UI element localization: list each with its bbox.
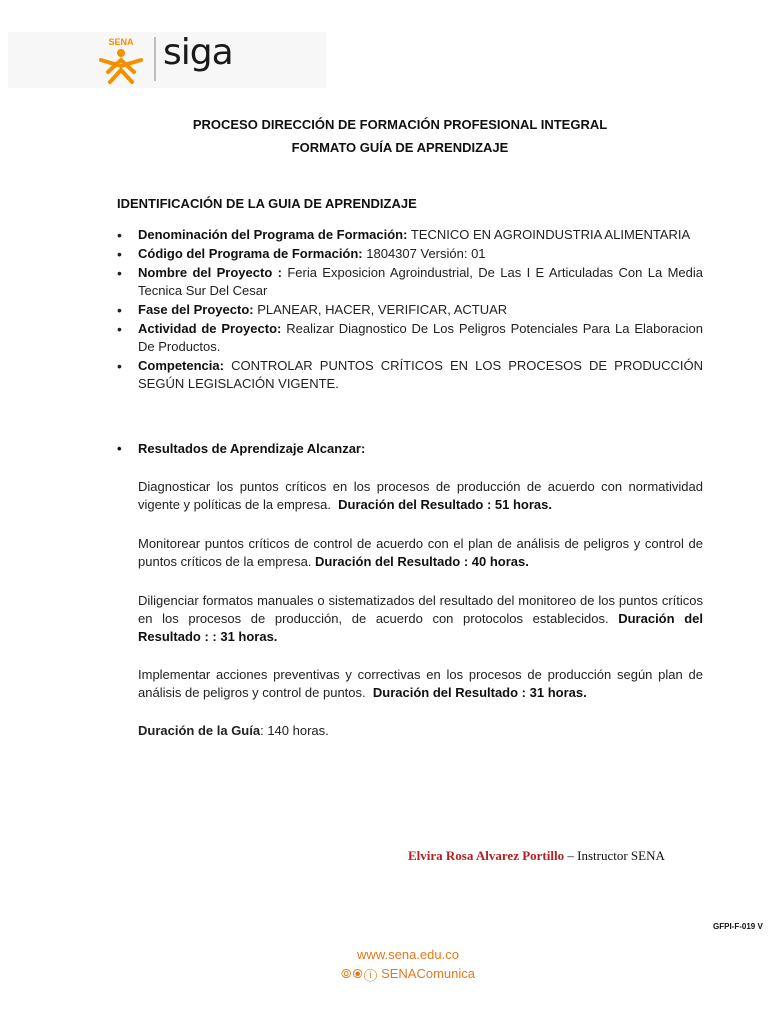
guide-duration-value: : 140 horas. xyxy=(260,723,329,738)
result-duration: Duración del Resultado : : 31 horas. xyxy=(138,611,703,644)
header-line-1: PROCESO DIRECCIÓN DE FORMACIÓN PROFESIONAL INTEGRAL xyxy=(192,117,608,132)
social-handle: SENAComunica xyxy=(381,966,475,981)
result-paragraph-4 xyxy=(138,666,703,702)
item-value: TECNICO EN AGROINDUSTRIA ALIMENTARIA xyxy=(410,227,691,242)
siga-logo: siga xyxy=(163,32,233,73)
result-paragraph-2 xyxy=(138,535,703,571)
sena-logo-icon xyxy=(96,36,146,86)
list-item-program-name xyxy=(117,226,703,244)
result-text: Implementar acciones preventivas y correctivas en los procesos de producción según plan de análisis de peligros y control de puntos. xyxy=(138,667,703,700)
result-duration: Duración del Resultado : 51 horas. xyxy=(338,497,552,512)
signature xyxy=(408,848,665,864)
logo-divider xyxy=(154,37,156,81)
result-text: Monitorear puntos críticos de control de acuerdo con el plan de análisis de peligros y control de puntos críticos de la empresa. xyxy=(138,536,703,569)
item-label: Denominación del Programa de Formación: xyxy=(138,227,408,242)
instructor-role: – Instructor SENA xyxy=(567,848,665,863)
item-value: CONTROLAR PUNTOS CRÍTICOS EN LOS PROCESOS DE PRODUCCIÓN SEGÚN LEGISLACIÓN VIGENTE. xyxy=(138,358,703,391)
list-item-program-code xyxy=(117,245,703,263)
instructor-name: Elvira Rosa Alvarez Portillo xyxy=(408,848,565,863)
item-label: Competencia: xyxy=(138,358,224,373)
list-item-project-activity xyxy=(117,320,703,356)
result-paragraph-1 xyxy=(138,478,703,514)
identification-list xyxy=(117,226,703,394)
sena-logo-text: SENA xyxy=(108,37,134,47)
list-item-competency xyxy=(117,357,703,393)
result-duration: Duración del Resultado : 40 horas. xyxy=(315,554,529,569)
results-title: • Resultados de Aprendizaje Alcanzar: xyxy=(117,441,365,456)
social-media-icons: ⦾⦿ⓘ xyxy=(341,966,379,981)
result-paragraph-3 xyxy=(138,592,703,646)
list-item-project-phase xyxy=(117,301,703,319)
item-value: Realizar Diagnostico De Los Peligros Potenciales Para La Elaboracion De Productos. xyxy=(138,321,703,354)
list-item-project-name xyxy=(117,264,703,300)
guide-duration xyxy=(138,723,329,738)
header-line-2: FORMATO GUÍA DE APRENDIZAJE xyxy=(291,140,509,155)
item-label: Nombre del Proyecto : xyxy=(138,265,282,280)
guide-duration-label: Duración de la Guía xyxy=(138,723,261,738)
item-value: PLANEAR, HACER, VERIFICAR, ACTUAR xyxy=(257,302,508,317)
item-label: Código del Programa de Formación: xyxy=(138,246,363,261)
website-link[interactable]: www.sena.edu.co xyxy=(357,947,459,962)
item-label: Fase del Proyecto: xyxy=(138,302,254,317)
social-handle-row[interactable] xyxy=(0,966,768,982)
result-text: Diligenciar formatos manuales o sistematizados del resultado del monitoreo de los puntos críticos en los procesos de producción, de acuerdo con protocolos establecidos. xyxy=(138,593,703,626)
item-label: Actividad de Proyecto: xyxy=(138,321,282,336)
item-value: Feria Exposicion Agroindustrial, De Las I E Articuladas Con La Media Tecnica Sur Del Cesar xyxy=(138,265,703,298)
result-duration: Duración del Resultado : 31 horas. xyxy=(372,685,587,700)
format-code: GFPI-F-019 V xyxy=(713,922,763,931)
result-text: Diagnosticar los puntos críticos en los procesos de producción de acuerdo con normatividad vigente y políticas de la empresa. xyxy=(138,479,703,512)
item-value: 1804307 Versión: 01 xyxy=(366,246,486,261)
section-title: IDENTIFICACIÓN DE LA GUIA DE APRENDIZAJE xyxy=(117,196,417,211)
